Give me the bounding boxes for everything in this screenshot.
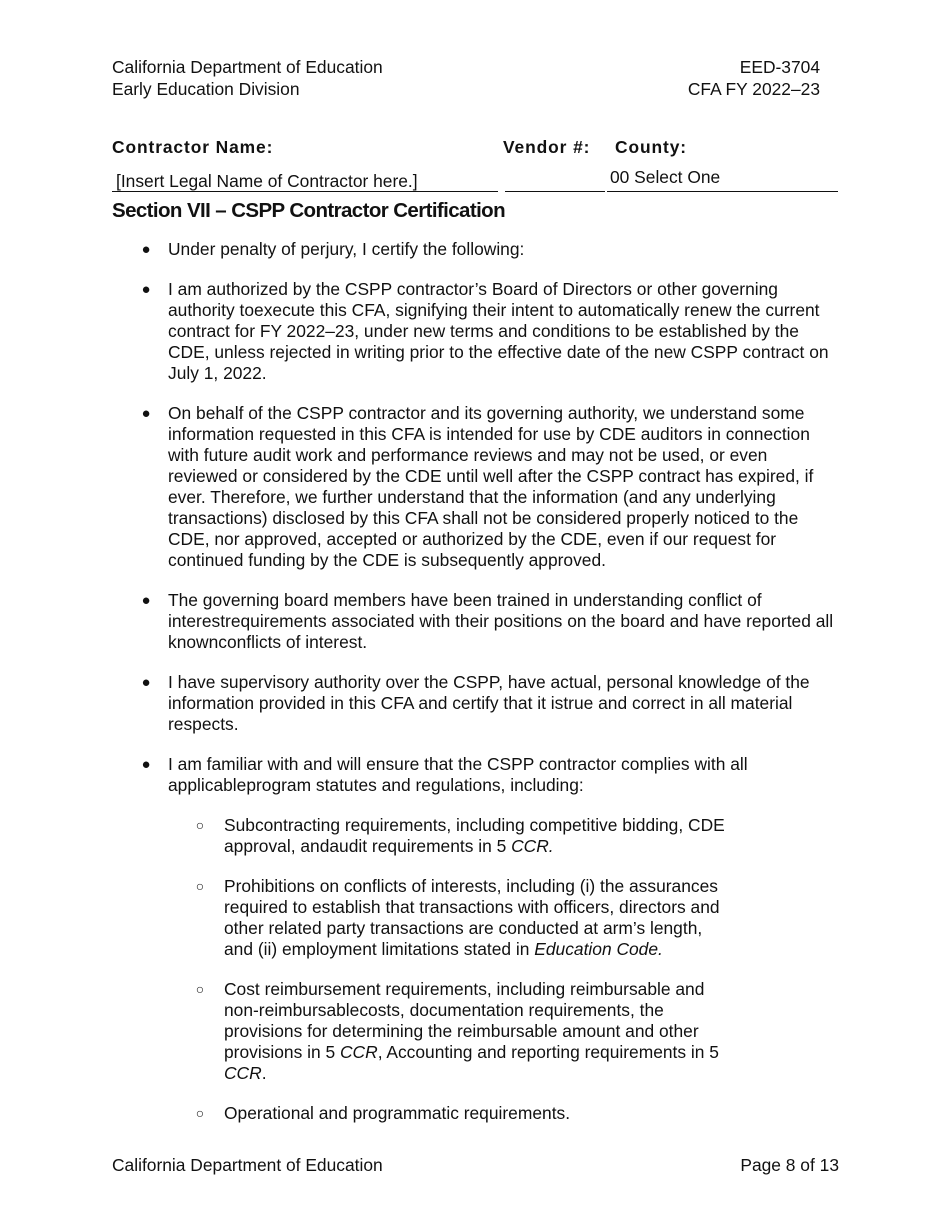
circle-bullet-icon: ○ xyxy=(195,981,205,997)
list-item-text: Under penalty of perjury, I certify the following: xyxy=(168,239,525,259)
sub-item-text: Subcontracting requirements, including competitive bidding, CDE approval, andaudit requirements in 5 CCR. xyxy=(224,815,725,856)
circle-bullet-icon: ○ xyxy=(195,817,205,833)
header-org-name: California Department of Education xyxy=(112,57,383,77)
county-select[interactable]: 00 Select One xyxy=(610,167,721,187)
sub-list-item xyxy=(0,979,840,1084)
header-form-info xyxy=(688,57,820,100)
list-item xyxy=(0,672,950,735)
sub-list-item xyxy=(0,815,840,857)
vendor-number-label: Vendor #: xyxy=(503,137,591,157)
contractor-name-underline xyxy=(112,191,498,192)
footer-page-number: Page 8 of 13 xyxy=(740,1155,839,1175)
vendor-number-underline xyxy=(505,191,605,192)
contractor-name-label: Contractor Name: xyxy=(112,137,274,157)
bullet-icon: ● xyxy=(141,756,151,773)
bullet-icon: ● xyxy=(141,405,151,422)
list-item xyxy=(0,403,950,571)
bullet-icon: ● xyxy=(141,674,151,691)
list-item-text: I am familiar with and will ensure that the CSPP contractor complies with all applicableprogram statutes and regulations, including: xyxy=(168,754,748,795)
requirements-sublist xyxy=(0,815,840,1124)
list-item xyxy=(0,279,950,384)
list-item xyxy=(0,590,950,653)
bullet-icon: ● xyxy=(141,592,151,609)
bullet-icon: ● xyxy=(141,281,151,298)
contractor-name-field[interactable]: [Insert Legal Name of Contractor here.] xyxy=(116,171,418,191)
certification-list xyxy=(0,239,950,1143)
circle-bullet-icon: ○ xyxy=(195,1105,205,1121)
circle-bullet-icon: ○ xyxy=(195,878,205,894)
sub-item-text: Cost reimbursement requirements, including reimbursable and non-reimbursablecosts, documentation requirements, the provisions for determining the reimbursable amount and other provisions in 5 CCR, Accounting and reporting requirements in 5 CCR. xyxy=(224,979,719,1083)
list-item-text: The governing board members have been trained in understanding conflict of interestrequirements associated with their positions on the board and have reported all knownconflicts of interest. xyxy=(168,590,834,652)
vendor-number-field[interactable] xyxy=(506,168,604,190)
footer-organization: California Department of Education xyxy=(112,1155,383,1175)
header-form-year: CFA FY 2022–23 xyxy=(687,78,820,99)
county-label: County: xyxy=(615,137,687,157)
sub-item-text: Operational and programmatic requirements. xyxy=(224,1103,571,1123)
sub-item-text: Prohibitions on conflicts of interests, including (i) the assurances required to establish that transactions with officers, directors and other related party transactions are conducted at arm’s length, and (ii) employment limitations stated in Education Code. xyxy=(224,876,720,959)
header-form-id: EED-3704 xyxy=(739,57,820,77)
list-item xyxy=(0,754,950,1124)
bullet-icon: ● xyxy=(141,241,151,258)
list-item xyxy=(0,239,950,260)
list-item-text: I have supervisory authority over the CSPP, have actual, personal knowledge of the information provided in this CFA and certify that it istrue and correct in all material respects. xyxy=(168,672,810,734)
sub-list-item xyxy=(0,1103,840,1124)
list-item-text: I am authorized by the CSPP contractor’s Board of Directors or other governing authority toexecute this CFA, signifying their intent to automatically renew the current contract for FY 2022–23, under new terms and conditions to be established by the CDE, unless rejected in writing prior to the effective date of the new CSPP contract on July 1, 2022. xyxy=(168,279,829,383)
header-division: Early Education Division xyxy=(112,78,300,99)
list-item-text: On behalf of the CSPP contractor and its governing authority, we understand some information requested in this CFA is intended for use by CDE auditors in connection with future audit work and performance reviews and may not be used, or even reviewed or considered by the CDE until well after the CSPP contract has expired, if ever. Therefore, we further understand that the information (and any underlying transactions) disclosed by this CFA shall not be considered properly noticed to the CDE, nor approved, accepted or authorized by the CDE, even if our request for continued funding by the CDE is subsequently approved. xyxy=(168,403,814,570)
sub-list-item xyxy=(0,876,840,960)
header-organization xyxy=(112,57,383,100)
section-title: Section VII – CSPP Contractor Certification xyxy=(112,199,506,222)
county-underline xyxy=(607,191,838,192)
